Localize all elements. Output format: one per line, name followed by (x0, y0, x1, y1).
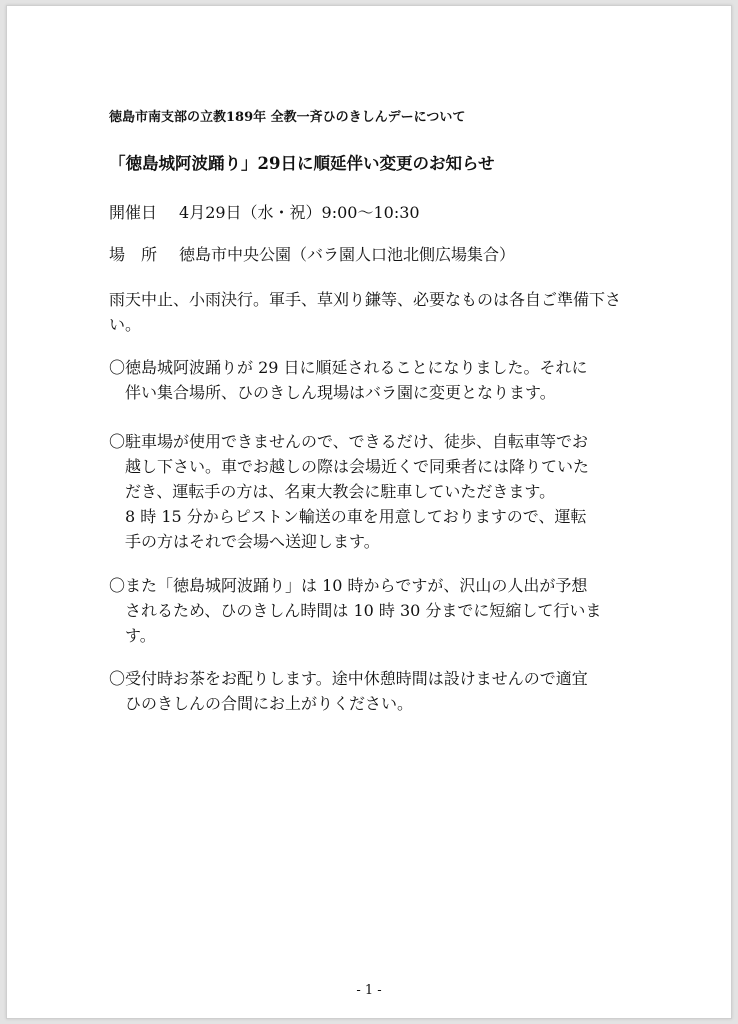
rain-notice: 雨天中止、小雨決行。軍手、草刈り鎌等、必要なものは各自ご準備下さい。 (109, 290, 622, 334)
notice-line: されるため、ひのきしん時間は 10 時 30 分までに短縮して行いま (125, 601, 602, 620)
notice-line: 〇受付時お茶をお配りします。途中休憩時間は設けませんので適宜 (109, 669, 588, 688)
date-label: 開催日 (109, 203, 158, 222)
notice-line: 越し下さい。車でお越しの際は会場近くで同乗者には降りていた (125, 457, 590, 476)
place-label: 場 所 (109, 245, 158, 264)
notice-item (109, 573, 601, 648)
notice-line: 〇徳島城阿波踊りが 29 日に順延されることになりました。それに (109, 358, 588, 377)
page-number: - 1 - (356, 983, 382, 998)
notice-line: ひのきしんの合間にお上がりください。 (125, 694, 414, 713)
notice-line: 手の方はそれで会場へ送迎します。 (125, 532, 380, 551)
notice-item (109, 666, 588, 716)
notice-line: 〇また「徳島城阿波踊り」は 10 時からですが、沢山の人出が予想 (109, 576, 588, 595)
notice-line: 〇駐車場が使用できませんので、できるだけ、徒歩、自転車等でお (109, 432, 589, 451)
notice-line: 伴い集合場所、ひのきしん現場はバラ園に変更となります。 (125, 383, 556, 402)
notice-item (109, 355, 588, 405)
event-date-line (109, 200, 420, 223)
place-value: 徳島市中央公園（バラ園人口池北側広場集合） (179, 245, 516, 264)
document-title: 「徳島城阿波踊り」29日に順延伴い変更のお知らせ (109, 154, 495, 173)
notice-line: 8 時 15 分からピストン輸送の車を用意しておりますので、運転 (125, 507, 587, 526)
notice-line: す。 (125, 626, 156, 645)
notice-item (109, 429, 589, 554)
document-page (6, 5, 732, 1019)
date-value: 4月29日（水・祝）9:00〜10:30 (179, 203, 420, 222)
notice-line: だき、運転手の方は、名東大教会に駐車していただきます。 (125, 482, 556, 501)
document-heading: 徳島市南支部の立教189年 全教一斉ひのきしんデーについて (109, 110, 466, 125)
event-place-line (109, 242, 515, 265)
